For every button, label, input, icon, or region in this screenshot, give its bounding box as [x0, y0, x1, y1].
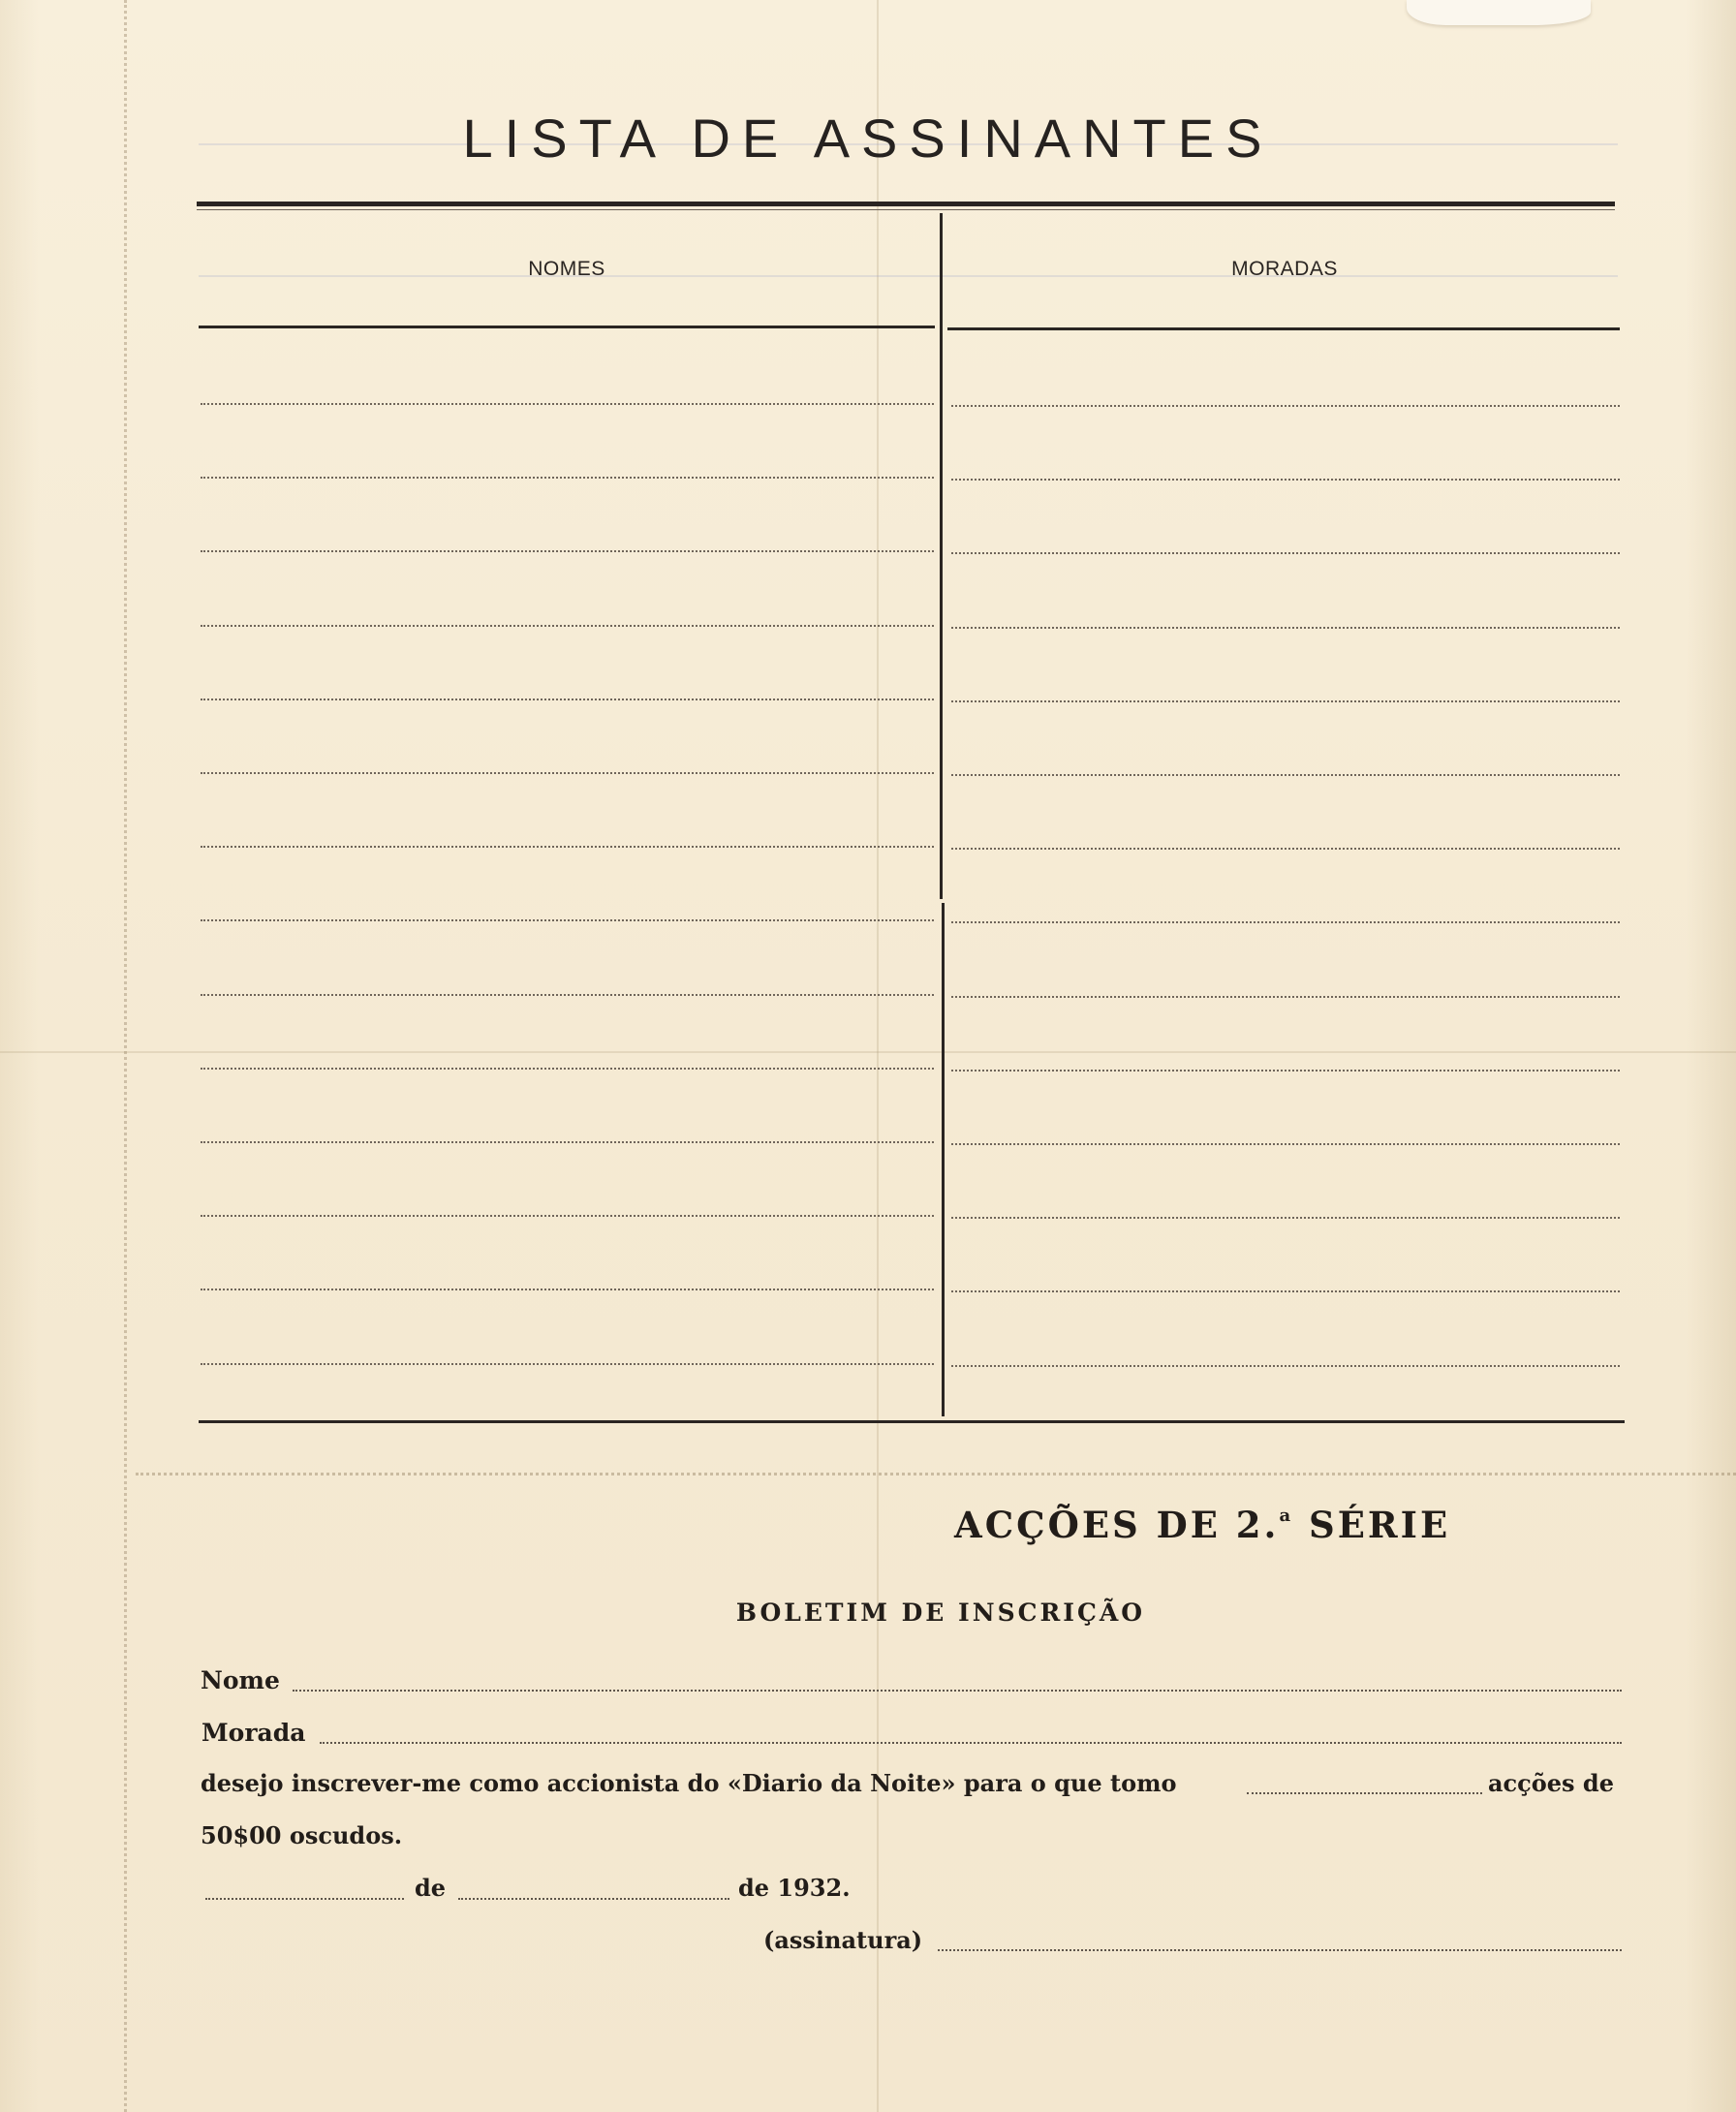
form-title: LISTA DE ASSINANTES [462, 108, 1274, 169]
bulletin-title: BOLETIM DE INSCRIÇÃO [735, 1599, 1146, 1627]
perforation-vertical [124, 0, 127, 2112]
statement-end-text: acções de [1488, 1769, 1614, 1797]
statement-line2: 50$00 oscudos. [201, 1821, 403, 1849]
signature-label: (assinatura) [763, 1926, 923, 1954]
row-9-name-line[interactable] [201, 994, 934, 996]
row-10-name-line[interactable] [201, 1068, 934, 1070]
address-field-line[interactable] [320, 1742, 1622, 1744]
top-thin-rule [197, 209, 1615, 210]
series-title [954, 1504, 1450, 1546]
header-rule-right [947, 327, 1620, 330]
address-label: Morada [202, 1719, 306, 1747]
row-4-address-line[interactable] [951, 627, 1620, 629]
row-3-name-line[interactable] [201, 550, 934, 552]
row-13-name-line[interactable] [201, 1289, 934, 1290]
row-2-address-line[interactable] [951, 479, 1620, 481]
bottom-rule [199, 1420, 1625, 1423]
column-header-names: NOMES [528, 258, 605, 280]
series-title-superscript: a [1279, 1506, 1294, 1526]
series-title-text: ACÇÕES DE 2. [954, 1504, 1280, 1546]
date-month-line[interactable] [458, 1898, 729, 1900]
row-10-address-line[interactable] [951, 1070, 1620, 1072]
row-12-name-line[interactable] [201, 1215, 934, 1217]
fold-horizontal [0, 1051, 1736, 1053]
torn-corner [1407, 0, 1591, 25]
column-header-addresses: MORADAS [1231, 258, 1338, 280]
row-3-address-line[interactable] [951, 552, 1620, 554]
row-4-name-line[interactable] [201, 625, 934, 627]
series-title-suffix: SÉRIE [1293, 1504, 1451, 1546]
date-de-label: de [415, 1874, 447, 1902]
top-thick-rule [197, 202, 1615, 206]
row-11-address-line[interactable] [951, 1143, 1620, 1145]
row-7-name-line[interactable] [201, 846, 934, 848]
row-8-address-line[interactable] [951, 921, 1620, 923]
row-5-address-line[interactable] [951, 700, 1620, 702]
row-5-name-line[interactable] [201, 699, 934, 700]
statement-text: desejo inscrever-me como accionista do «Diario da Noite» para o que tomo [201, 1769, 1177, 1797]
date-year-label: de 1932. [738, 1874, 851, 1902]
header-rule-left [199, 326, 935, 328]
shares-quantity-line[interactable] [1247, 1792, 1482, 1794]
row-7-address-line[interactable] [951, 848, 1620, 850]
row-1-address-line[interactable] [951, 405, 1620, 407]
column-divider-lower [942, 903, 945, 1416]
row-9-address-line[interactable] [951, 996, 1620, 998]
row-1-name-line[interactable] [201, 403, 934, 405]
row-14-name-line[interactable] [201, 1363, 934, 1365]
row-8-name-line[interactable] [201, 919, 934, 921]
signature-line[interactable] [938, 1949, 1622, 1951]
date-day-line[interactable] [205, 1898, 404, 1900]
row-6-name-line[interactable] [201, 772, 934, 774]
name-field-line[interactable] [293, 1690, 1622, 1692]
row-6-address-line[interactable] [951, 774, 1620, 776]
perforation-horizontal [136, 1473, 1736, 1475]
row-13-address-line[interactable] [951, 1290, 1620, 1292]
name-label: Nome [201, 1666, 280, 1694]
row-11-name-line[interactable] [201, 1141, 934, 1143]
row-2-name-line[interactable] [201, 477, 934, 479]
column-divider-upper [940, 213, 943, 899]
row-14-address-line[interactable] [951, 1365, 1620, 1367]
row-12-address-line[interactable] [951, 1217, 1620, 1219]
